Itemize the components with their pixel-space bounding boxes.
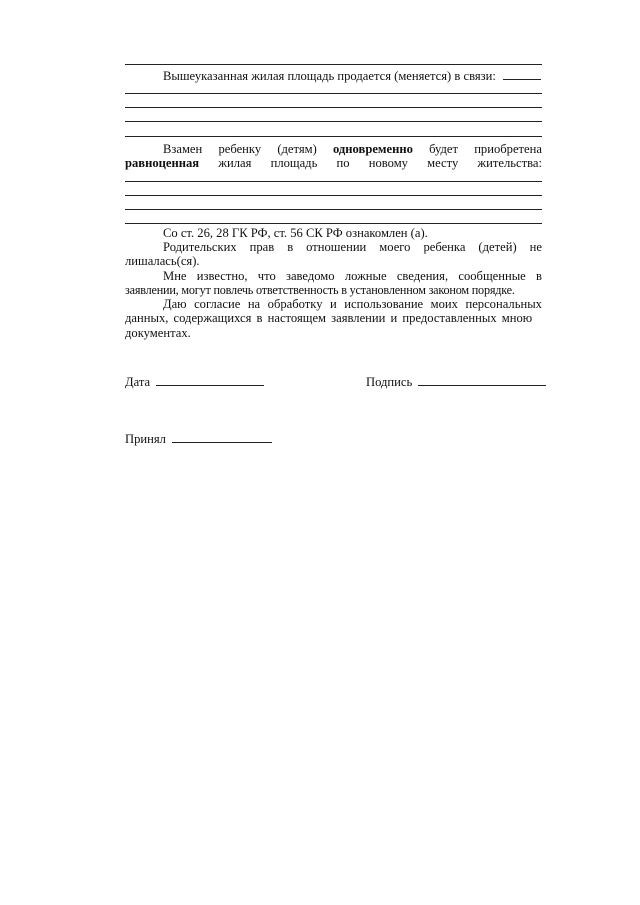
word: приобретена [474,142,542,156]
word: в [287,240,294,254]
word: новому [368,156,408,170]
word: ребенка [423,240,466,254]
word: что [257,269,276,283]
word: ложные [344,269,387,283]
residence-line-3[interactable] [125,209,542,210]
reason-line-1[interactable] [125,93,542,94]
statement-consent [125,297,542,311]
word: по [336,156,350,170]
reason-line-4[interactable] [125,136,542,137]
signature-row [366,374,546,389]
replacement-line-2 [125,156,542,170]
date-row [125,374,325,389]
word: Родительских [163,240,237,254]
word: жительства: [477,156,542,170]
accepted-field[interactable] [172,431,272,443]
word: сведения, [396,269,449,283]
word: известно, [196,269,248,283]
word: согласие [194,297,241,311]
blank-line [125,64,542,65]
word: сообщенные [458,269,526,283]
reason-text: Вышеуказанная жилая площадь продается (меняется) в связи: [163,69,496,83]
word: в [536,269,542,283]
word: месту [427,156,459,170]
word: и [330,297,337,311]
statement-parental-rights [125,240,542,254]
signature-label: Подпись [366,375,413,389]
signature-field[interactable] [418,374,546,386]
reason-line-3[interactable] [125,121,542,122]
word: ребенку [218,142,262,156]
word: Взамен [163,142,203,156]
word: площадь [270,156,318,170]
word-bold: равноценная [125,156,200,170]
statement-false-info-cont: заявлении, могут повлечь ответственность в установленном законом порядке. [125,283,515,297]
word: Даю [163,297,187,311]
word: будет [429,142,459,156]
word: (детей) [478,240,517,254]
word: жилая [218,156,252,170]
date-field[interactable] [156,374,264,386]
word: персональных [465,297,542,311]
word: Мне [163,269,187,283]
word: моих [430,297,458,311]
word-bold: одновременно [332,142,413,156]
word: обработку [267,297,323,311]
reason-line-2[interactable] [125,107,542,108]
reason-row [125,68,542,83]
word: моего [379,240,411,254]
statement-parental-rights-cont: лишалась(ся). [125,254,200,268]
word: отношении [306,240,367,254]
word: прав [249,240,275,254]
word: (детям) [277,142,317,156]
accepted-label: Принял [125,432,166,446]
reason-field[interactable] [503,68,541,80]
residence-line-4[interactable] [125,223,542,224]
residence-line-2[interactable] [125,195,542,196]
statement-false-info [125,269,542,283]
statement-articles: Со ст. 26, 28 ГК РФ, ст. 56 СК РФ ознакомлен (а). [163,226,428,240]
word: заведомо [285,269,335,283]
accepted-row [125,431,325,446]
residence-line-1[interactable] [125,181,542,182]
replacement-line-1 [125,142,542,156]
word: не [529,240,542,254]
word: использование [344,297,424,311]
word: на [247,297,261,311]
statement-consent-cont: данных, содержащихся в настоящем заявлении и предоставленных мною [125,311,533,325]
date-label: Дата [125,375,151,389]
statement-consent-cont2: документах. [125,326,191,340]
